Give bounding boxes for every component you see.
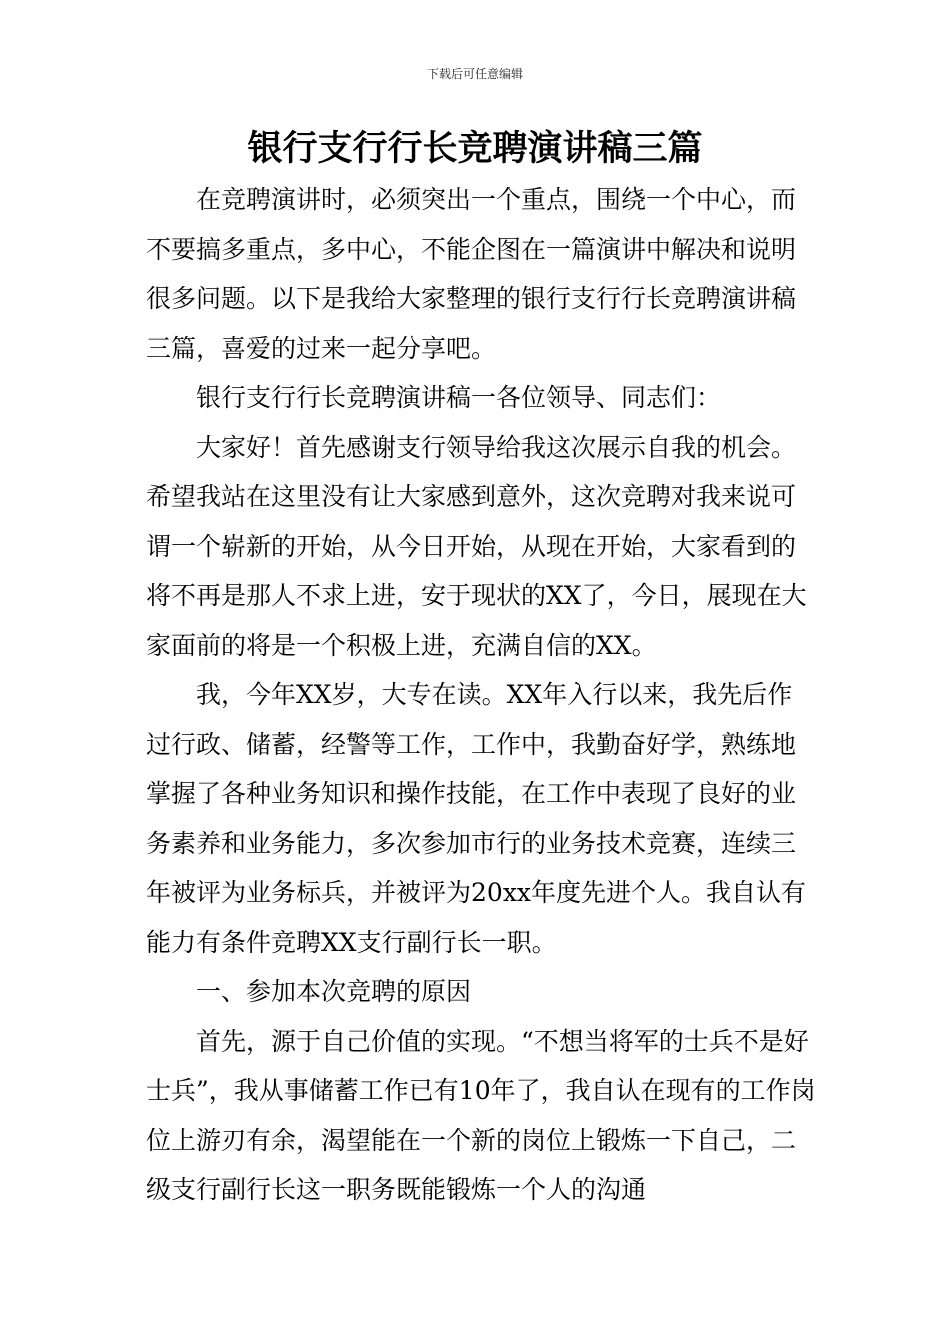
document-body (146, 175, 816, 1215)
paragraph-greeting: 大家好！首先感谢支行领导给我这次展示自我的机会。希望我站在这里没有让大家感到意外，这次竞聘对我来说可谓一个崭新的开始，从今日开始，从现在开始，大家看到的将不再是那人不求上进，安于现状的XX了，今日，展现在大家面前的将是一个积极上进，充满自信的XX。 (146, 432, 807, 660)
paragraph-intro: 在竞聘演讲时，必须突出一个重点，围绕一个中心，而不要搞多重点，多中心，不能企图在一篇演讲中解决和说明很多问题。以下是我给大家整理的银行支行行长竞聘演讲稿三篇，喜爱的过来一起分享吧。 (146, 185, 797, 363)
document-title: 银行支行行长竞聘演讲稿三篇 (247, 129, 703, 169)
section-heading-reasons: 一、参加本次竞聘的原因 (196, 977, 472, 1006)
paragraph-self-intro: 我，今年XX岁，大专在读。XX年入行以来，我先后作过行政、储蓄，经警等工作，工作中，我勤奋好学，熟练地掌握了各种业务知识和操作技能，在工作中表现了良好的业务素养和业务能力，多次参加市行的业务技术竞赛，连续三年被评为业务标兵，并被评为20xx年度先进个人。我自认有能力有条件竞聘XX支行副行长一职。 (146, 680, 807, 957)
paragraph-reason-first: 首先，源于自己价值的实现。“不想当将军的士兵不是好士兵”，我从事储蓄工作已有10年了，我自认在现有的工作岗位上游刃有余，渴望能在一个新的岗位上锻炼一下自己，二级支行副行长这一职务既能锻炼一个人的沟通 (146, 1026, 816, 1204)
header-note: 下载后可任意编辑 (426, 67, 523, 81)
paragraph-speech-heading: 银行支行行长竞聘演讲稿一各位领导、同志们： (196, 383, 722, 412)
